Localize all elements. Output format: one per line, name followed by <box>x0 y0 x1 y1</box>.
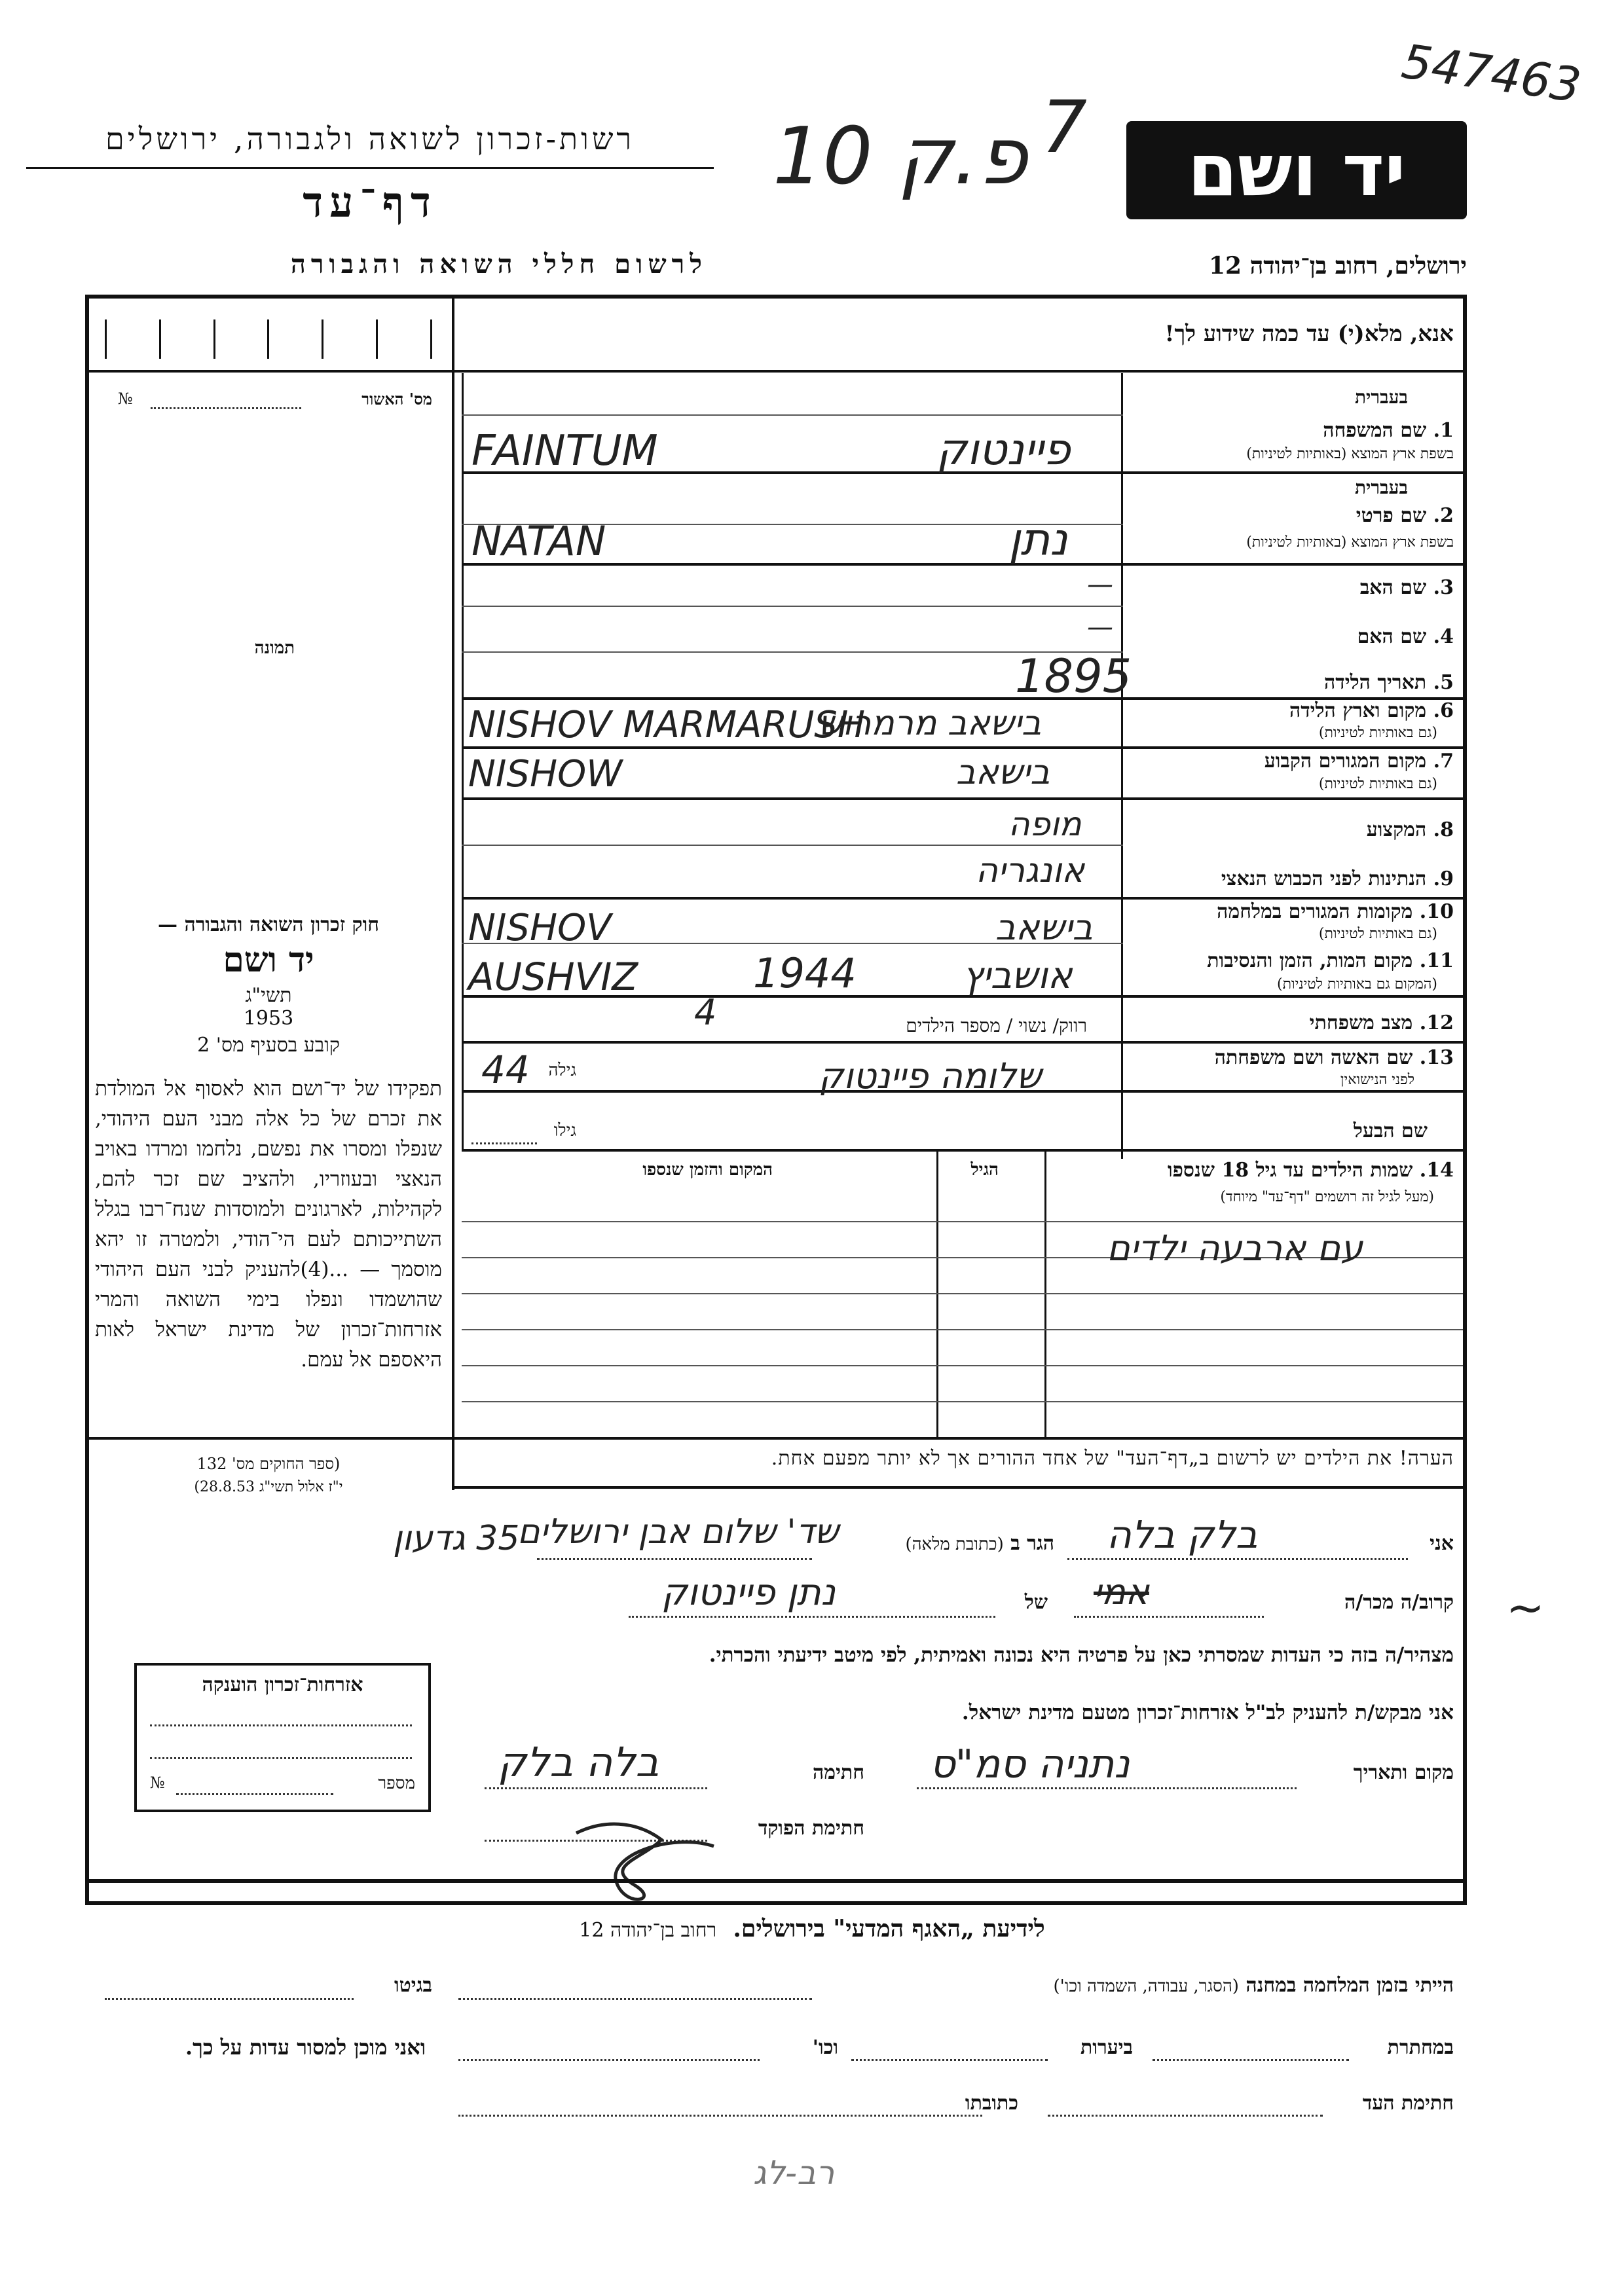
hw-occupation: מופה <box>1008 805 1082 843</box>
decl-of-field[interactable] <box>629 1616 995 1618</box>
signature-field[interactable] <box>485 1787 707 1789</box>
footer-line3-a: חתימת העד <box>1362 2092 1454 2115</box>
footer-line2-a: במחתרת <box>1387 2036 1454 2059</box>
footer-line3-b: כתובתו <box>965 2092 1018 2115</box>
field-6-label: 6. מקום וארץ הלידה <box>1289 699 1454 722</box>
law-title: חוק זכרון השואה והגבורה — <box>158 913 379 936</box>
field-14-label: 14. שמות הילדים עד גיל 18 שנספו <box>1167 1159 1454 1182</box>
field-14-col-place: המקום והזמן שנספו <box>642 1160 773 1180</box>
field-10-label: 10. מקומות המגורים במלחמה <box>1217 900 1454 923</box>
place-date-field[interactable] <box>917 1787 1297 1789</box>
signature-label: חתימה <box>813 1761 864 1784</box>
citizenship-box-sign: № <box>150 1774 165 1792</box>
photo-label: תמונה <box>254 638 295 658</box>
field-9-label: 9. הנתינות לפני הכבוש הנאצי <box>1221 867 1454 890</box>
left-column-divider <box>452 299 454 1490</box>
hw-nationality: אונגריה <box>976 851 1085 890</box>
field-2-lang-origin: בשפת ארץ המוצא (באותיות לטיניות) <box>1246 534 1454 551</box>
hw-first-name-hebrew: נתן <box>1008 514 1068 566</box>
header-rule <box>26 167 714 169</box>
hw-children-note: עם ארבעה ילדים <box>1107 1228 1363 1269</box>
footer-witness-sign-field[interactable] <box>1048 2115 1323 2117</box>
field-1-label: 1. שם המשפחה <box>1323 419 1454 442</box>
hw-relation-of: נתן פיינטוק <box>661 1571 836 1614</box>
footer-ghetto-field[interactable] <box>105 1998 354 2000</box>
field-8-label: 8. המקצוע <box>1366 818 1454 841</box>
field-2-label: 2. שם פרטי <box>1356 504 1454 527</box>
org-header: רשות-זכרון לשואה ולגבורה, ירושלים <box>105 121 635 156</box>
hw-residence-hebrew: בישאב <box>956 753 1050 792</box>
hw-first-name-latin: NATAN <box>471 517 606 565</box>
remark: הערה! את הילדים יש לרשום ב„דף־העד" של אחד ההורים אך לא יותר מפעם אחת. <box>771 1447 1454 1470</box>
footer-line2-b: ביערות <box>1080 2036 1133 2059</box>
hw-family-name-hebrew: פיינטוק <box>936 424 1071 475</box>
law-name: יד ושם <box>223 940 314 980</box>
decl-line3: מצהיר/ה בזה כי העדות שמסרתי כאן על פרטיה היא נכונה ואמיתית, לפי מיטב ידיעתי והכרתי. <box>709 1643 1454 1667</box>
hw-declarant-35: 35 גדעון <box>393 1519 520 1558</box>
footer-etc-field[interactable] <box>458 2059 760 2061</box>
hw-signature: בלה בלק <box>498 1738 659 1786</box>
decl-line1-b: הגר ב (כתובת מלאה) <box>905 1532 1054 1555</box>
field-3-label: 3. שם האב <box>1359 576 1454 599</box>
law-ref-1: (ספר החוקים מס' 132 <box>196 1455 341 1473</box>
law-text: תפקידו של יד־ושם הוא לאסוף אל המולדת את זכרם של כל אלה מבני העם היהודי, שנפלו ומסרו את נפשם, נלחמו ומרדו באויב הנאצי ובעוזריו, ולהציב שם זכר להם, לקהילות, לארגונים ולמוסדות שנח־רבו בגלל השתייכותם לעם הי־הודי, ולמטרה זו יהא מוסמך — ...(4)להעניק לבני העם היהודי שהושמדו ונפלו בימי השואה והמרי אזרחות־זכרון של מדינת ישראל לאות היאספם אל עמם. <box>95 1077 442 1372</box>
footer-camp-field[interactable] <box>458 1998 812 2000</box>
decl-name-field[interactable] <box>1067 1558 1408 1560</box>
field-14-note: (מעל לגיל זה רושמים "דף־עד" מיוחד) <box>1220 1189 1434 1205</box>
hw-birthplace-latin: NISHOV MARMARUSH <box>468 704 865 746</box>
hw-mother-name: — <box>1087 612 1113 642</box>
footer-line1-c: בגיטו <box>394 1974 432 1997</box>
field-12-options: רווק/ נשוי / מספר הילדים <box>906 1015 1087 1036</box>
field-12-label: 12. מצב משפחתי <box>1309 1011 1454 1034</box>
field-11-label: 11. מקום המות, הזמן והנסיבות <box>1207 949 1454 972</box>
hw-birth-date: 1895 <box>1015 649 1132 703</box>
footer-line2-c: וכו' <box>812 2036 838 2059</box>
approval-number-field[interactable] <box>151 407 301 409</box>
approval-number-label: מס' האשור <box>361 390 432 409</box>
field-6-note: (גם באותיות לטיניות) <box>1318 725 1437 741</box>
field-1-lang-hebrew: בעברית <box>1354 386 1408 408</box>
place-date-label: מקום ותאריך <box>1353 1761 1454 1784</box>
husband-age-label: גילו <box>553 1121 576 1140</box>
yad-vashem-logo <box>1126 121 1467 219</box>
law-year-he: תשי"ג <box>245 984 292 1007</box>
husband-age-field[interactable] <box>471 1142 537 1144</box>
handwritten-ref-number: 547463 <box>1398 33 1585 113</box>
field-13-note: לפני הנישואין <box>1340 1072 1414 1088</box>
hw-side-mark: ~ <box>1506 1581 1545 1635</box>
approval-num-sign: № <box>118 390 133 408</box>
field-2-lang-hebrew: בעברית <box>1354 477 1408 498</box>
official-signature-label: חתימת הפוקד <box>758 1817 864 1840</box>
citizenship-box-title: אזרחות־זכרון הוענקה <box>202 1673 363 1696</box>
hw-relation: אמי <box>1094 1571 1149 1613</box>
law-clause: קובע בסעיף מס' 2 <box>197 1034 340 1057</box>
hw-death-place-latin: AUSHVIZ <box>468 955 638 999</box>
field-13-age-label: גילה <box>548 1061 576 1080</box>
form-values-left-edge <box>462 373 464 1149</box>
form-title: דף־עד <box>303 178 437 227</box>
footer-address: רחוב בן־יהודה 12 <box>579 1919 717 1942</box>
header-address: ירושלים, רחוב בן־יהודה 12 <box>1208 252 1467 280</box>
hw-children-count: 4 <box>694 992 717 1033</box>
law-block <box>92 913 445 1057</box>
field-1-lang-origin: בשפת ארץ המוצא (באותיות לטיניות) <box>1246 446 1454 462</box>
footer-line1-a: הייתי בזמן המלחמה במחנה (הסגר, עבודה, השמדה וכו') <box>1053 1974 1454 1997</box>
footer-underground-field[interactable] <box>1153 2059 1349 2061</box>
hw-wife-name: שלומה פיינטוק <box>819 1055 1042 1097</box>
law-ref-2: י"ז אלול תשי"ג 28.8.53) <box>194 1479 343 1495</box>
field-13-label: 13. שם האשה ושם משפחתה <box>1214 1046 1454 1069</box>
hw-wartime-residence-latin: NISHOV <box>468 907 612 949</box>
field-4-label: 4. שם האם <box>1357 625 1454 648</box>
field-11-note: (המקום גם באותיות לטיניות) <box>1277 976 1437 993</box>
logo-text: יד ושם <box>1187 128 1406 212</box>
hw-death-place-hebrew: אושביץ <box>963 955 1073 997</box>
scribble-ref: 10 פ.ק <box>773 111 1028 202</box>
husband-label: שם הבעל <box>1353 1120 1428 1142</box>
hw-death-year: 1944 <box>753 949 857 997</box>
footer-line2-d: ואני מוכן למסור עדות על כך. <box>185 2035 426 2060</box>
hw-wife-age: 44 <box>481 1048 530 1092</box>
law-year: 1953 <box>243 1007 294 1030</box>
hw-wartime-residence-hebrew: בישאב <box>995 907 1093 948</box>
hw-declarant-address: שד' שלום אבן ירושלים <box>517 1512 839 1552</box>
decl-address-field[interactable] <box>537 1558 812 1560</box>
hw-birthplace-hebrew: בישאב מרמרוש <box>819 704 1042 743</box>
citizenship-box-num: מספר <box>378 1774 415 1793</box>
hw-place-date: נתניה סמ"ס <box>930 1741 1130 1787</box>
footer-title-row <box>419 1915 1205 1942</box>
decl-line4: אני מבקש/ת להעניק לב"ל אזרחות־זכרון מטעם מדינת ישראל. <box>961 1701 1454 1724</box>
hw-bottom-mark: רב-לג <box>753 2154 835 2192</box>
decl-line2-b: של <box>1024 1591 1048 1614</box>
official-signature-scrawl <box>563 1794 733 1912</box>
field-10-note: (גם באותיות לטיניות) <box>1318 926 1437 942</box>
intro-text: אנא, מלא(י) עד כמה שידוע לך! <box>1164 321 1454 347</box>
field-14-col-age: הגיל <box>970 1160 999 1180</box>
form-subtitle: לרשום חללי השואה והגבורה <box>290 249 707 280</box>
hw-father-name: — <box>1087 570 1113 600</box>
decl-line2-a: קרוב/ה מכר/ה <box>1344 1591 1454 1614</box>
field-5-label: 5. תאריך הלידה <box>1324 671 1454 694</box>
citizenship-box <box>134 1663 431 1812</box>
decl-line1-a: אני <box>1430 1532 1454 1555</box>
hw-declarant-name: בלק בלה <box>1107 1512 1258 1557</box>
field-7-label: 7. מקום המגורים הקבוע <box>1264 750 1454 773</box>
handwritten-seven: 7 <box>1041 85 1087 169</box>
decl-relation-field[interactable] <box>1074 1616 1264 1618</box>
hw-residence-latin: NISHOW <box>468 753 623 795</box>
hw-family-name-latin: FAINTUM <box>471 427 658 475</box>
footer-forests-field[interactable] <box>851 2059 1048 2061</box>
field-7-note: (גם באותיות לטיניות) <box>1318 776 1437 792</box>
footer-address-field[interactable] <box>458 2115 982 2117</box>
approval-boxes <box>105 319 432 359</box>
intro-rule <box>89 370 1463 373</box>
footer-title: לידיעת „האגף המדעי" בירושלים. <box>733 1915 1045 1942</box>
